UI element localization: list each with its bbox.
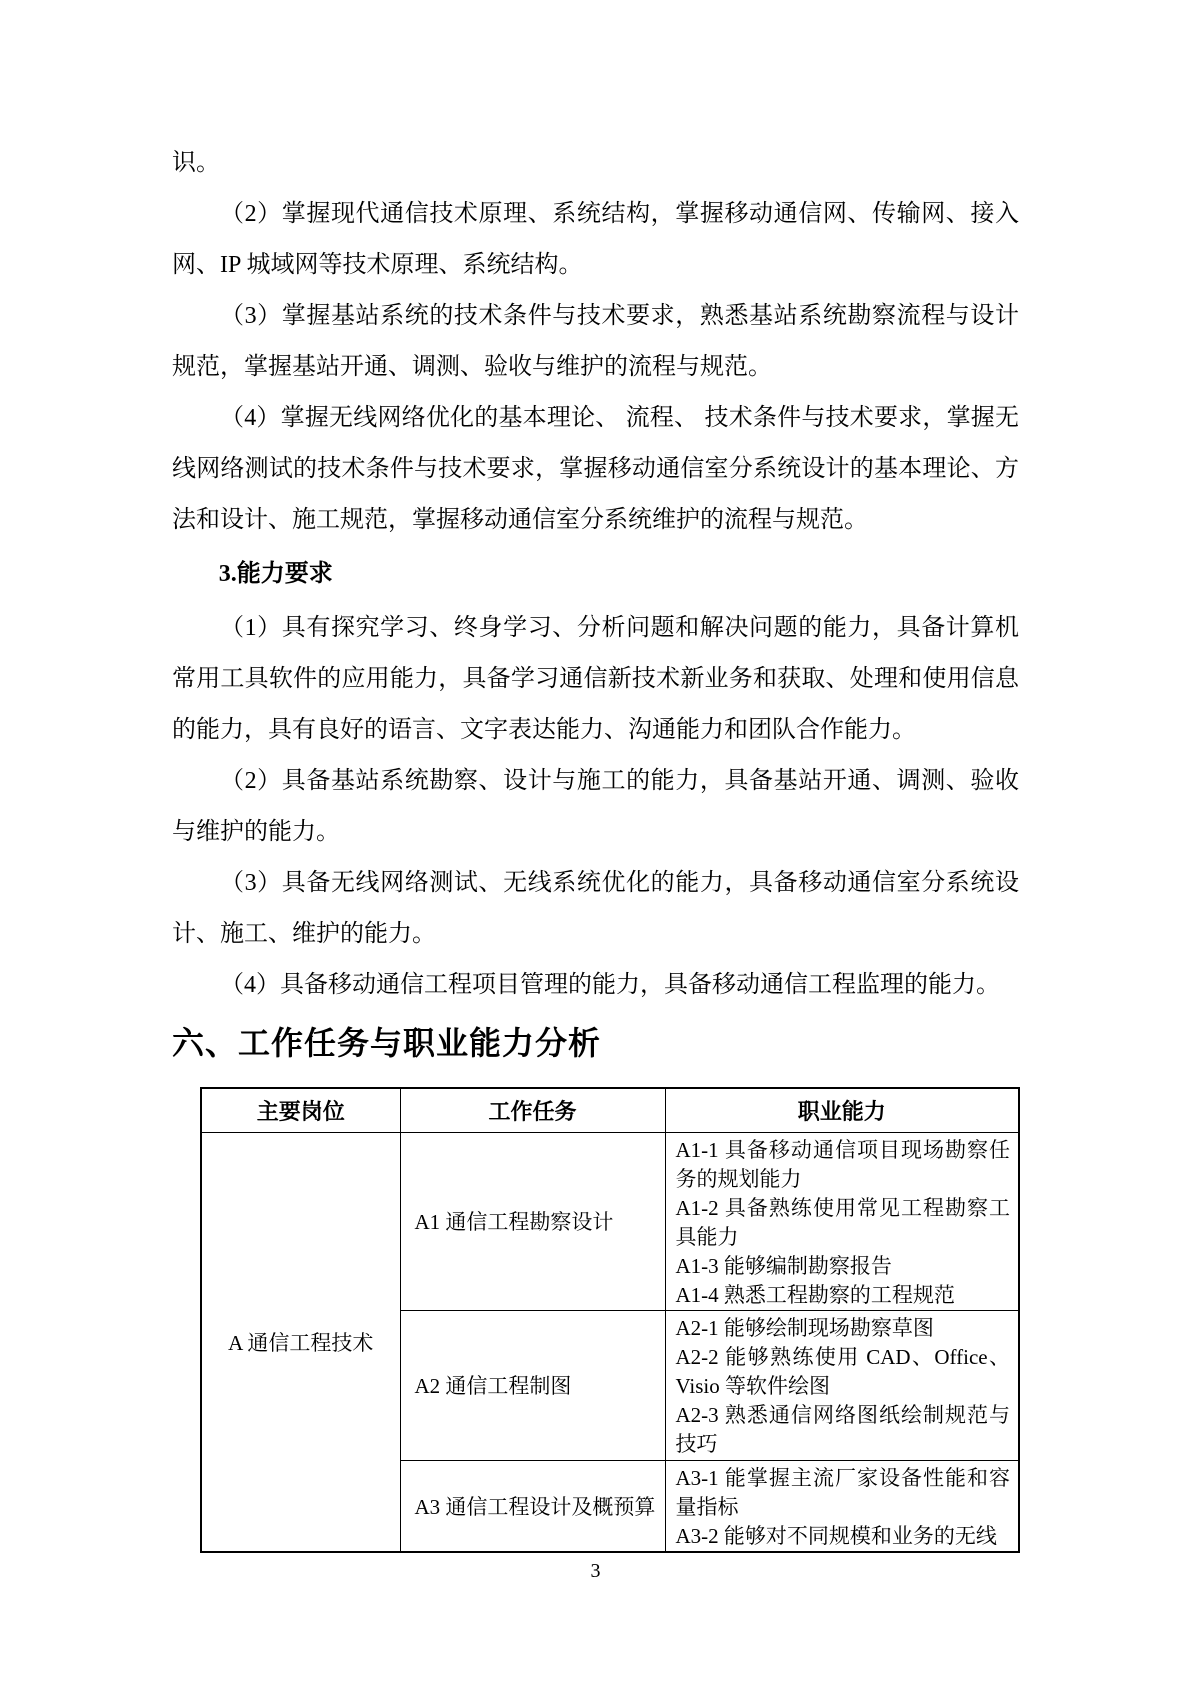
table-row — [201, 1132, 1019, 1310]
body-paragraph: （4）掌握无线网络优化的基本理论、 流程、 技术条件与技术要求，掌握无线网络测试的技术条件与技术要求，掌握移动通信室分系统设计的基本理论、方法和设计、施工规范，掌握移动通信室分系统维护的流程与规范。 — [172, 405, 1019, 533]
section-heading: 六、工作任务与职业能力分析 — [172, 1025, 602, 1061]
body-paragraph: 识。 — [172, 150, 220, 176]
subsection-heading: 3.能力要求 — [218, 561, 333, 587]
body-paragraph: （3）掌握基站系统的技术条件与技术要求，熟悉基站系统勘察流程与设计规范，掌握基站开通、调测、验收与维护的流程与规范。 — [172, 303, 1019, 380]
table-header-main-position: 主要岗位 — [201, 1088, 400, 1132]
task-cell: A2 通信工程制图 — [400, 1310, 665, 1460]
body-paragraph: （3）具备无线网络测试、无线系统优化的能力，具备移动通信室分系统设计、施工、维护的能力。 — [172, 870, 1019, 947]
knowledge-requirements-section — [172, 138, 1019, 546]
body-paragraph: （2）具备基站系统勘察、设计与施工的能力，具备基站开通、调测、验收与维护的能力。 — [172, 768, 1019, 845]
body-paragraph: （4）具备移动通信工程项目管理的能力，具备移动通信工程监理的能力。 — [220, 972, 1000, 998]
ability-line: A3-2 能够对不同规模和业务的无线 — [675, 1523, 997, 1548]
task-cell: A3 通信工程设计及概预算 — [400, 1460, 665, 1552]
ability-line: A2-2 能够熟练使用 CAD、Office、Visio 等软件绘图 — [675, 1345, 1010, 1398]
ability-line: A1-2 具备熟练使用常见工程勘察工具能力 — [675, 1195, 1010, 1249]
page-number: 3 — [590, 1559, 601, 1582]
ability-line: A1-4 熟悉工程勘察的工程规范 — [675, 1282, 955, 1307]
ability-line: A1-1 具备移动通信项目现场勘察任务的规划能力 — [675, 1137, 1010, 1191]
ability-line: A2-3 熟悉通信网络图纸绘制规范与技巧 — [675, 1403, 1010, 1456]
job-analysis-table — [200, 1087, 1020, 1553]
ability-line: A2-1 能够绘制现场勘察草图 — [675, 1316, 934, 1340]
table-header-row — [201, 1088, 1019, 1132]
ability-cell — [665, 1460, 1019, 1552]
table-header-vocational-ability: 职业能力 — [665, 1088, 1019, 1132]
ability-line: A1-3 能够编制勘察报告 — [675, 1253, 892, 1278]
position-cell: A 通信工程技术 — [201, 1132, 400, 1552]
ability-line: A3-1 能掌握主流厂家设备性能和容量指标 — [675, 1465, 1010, 1519]
ability-cell — [665, 1310, 1019, 1460]
body-paragraph: （1）具有探究学习、终身学习、分析问题和解决问题的能力，具备计算机常用工具软件的应用能力，具备学习通信新技术新业务和获取、处理和使用信息的能力，具有良好的语言、文字表达能力、沟通能力和团队合作能力。 — [172, 615, 1019, 743]
ability-cell — [665, 1132, 1019, 1310]
table-header-work-task: 工作任务 — [400, 1088, 665, 1132]
ability-requirements-section — [172, 603, 1019, 1011]
task-cell: A1 通信工程勘察设计 — [400, 1132, 665, 1310]
body-paragraph: （2）掌握现代通信技术原理、系统结构，掌握移动通信网、传输网、接入网、IP 城域网等技术原理、系统结构。 — [172, 201, 1019, 278]
